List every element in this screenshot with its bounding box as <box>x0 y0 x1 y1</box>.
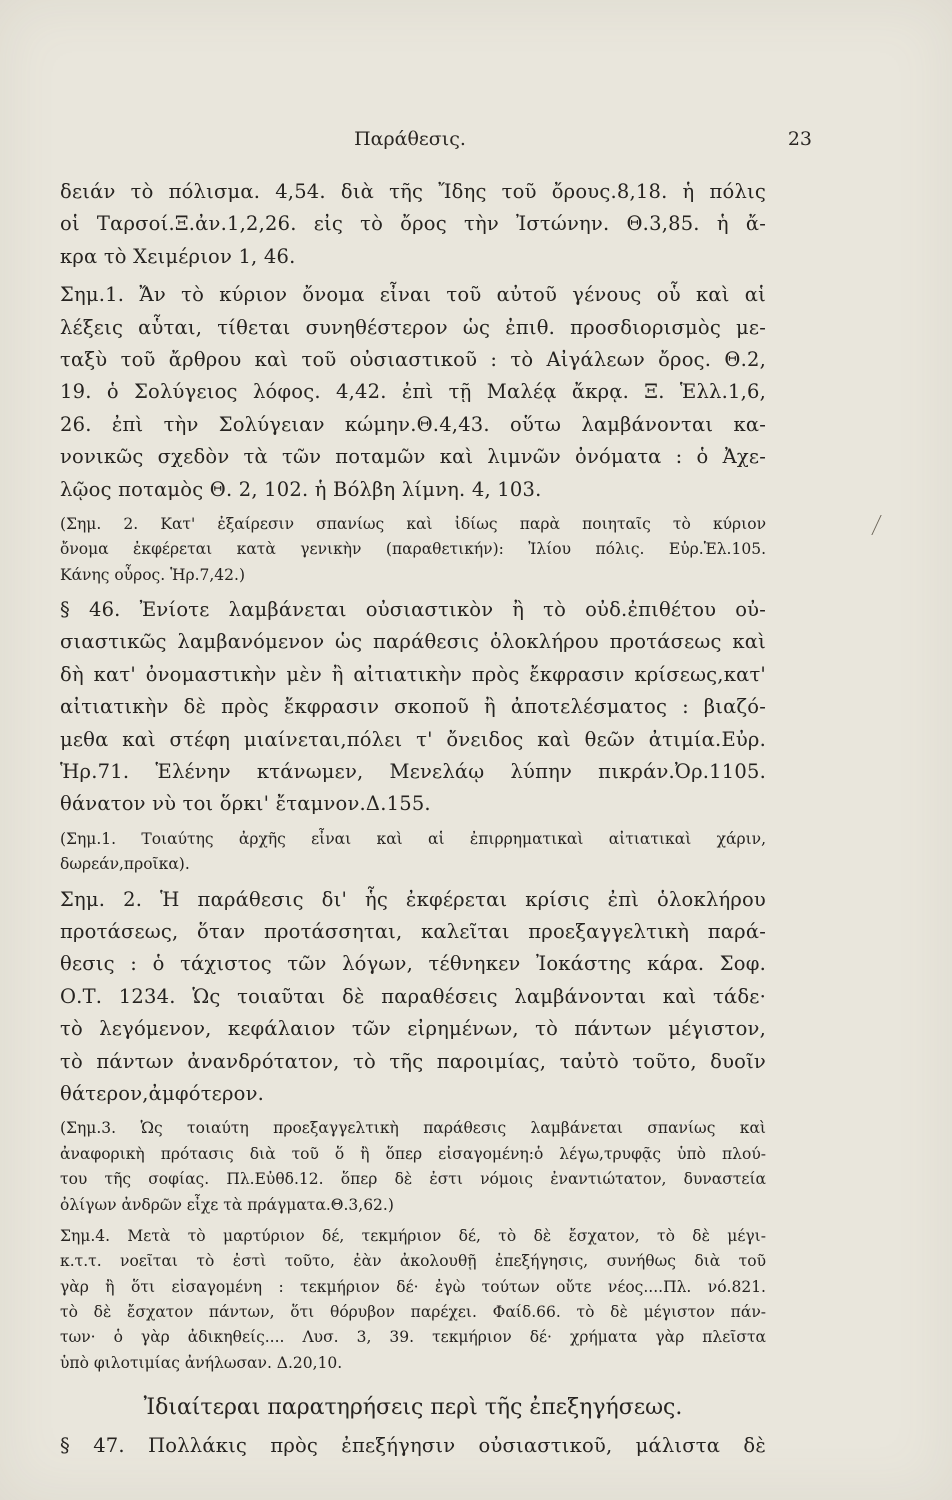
text-line: 19. ὁ Σολύγειος λόφος. 4,42. ἐπὶ τῇ Μαλέᾳ ἄκρᾳ. Ξ. Ἑλλ.1,6, <box>60 380 766 404</box>
text-line: ὀλίγων ἀνδρῶν εἶχε τὰ πράγματα.Θ.3,62.) <box>60 1195 394 1214</box>
text-line: τὸ λεγόμενον, κεφάλαιον τῶν εἰρημένων, τὸ πάντων μέγιστον, <box>60 1017 766 1041</box>
text-line: λῷος ποταμὸς Θ. 2, 102. ἡ Βόλβη λίμνη. 4, 103. <box>60 477 542 501</box>
text-line: γὰρ ἢ ὅτι εἰσαγομένη : τεκμήριον δέ· ἐγὼ τούτων οὔτε νέος....Πλ. νό.821. <box>60 1277 766 1296</box>
text-line: προτάσεως, ὅταν προτάσσηται, καλεῖται προεξαγγελτικὴ παρά- <box>60 919 766 943</box>
text-line: σιαστικῶς λαμβανόμενον ὡς παράθεσις ὁλοκλήρου προτάσεως καὶ <box>60 630 766 654</box>
page-number: 23 <box>787 128 812 150</box>
text-line: Σημ. 2. Ἡ παράθεσις δι' ἧς ἐκφέρεται κρίσις ἐπὶ ὁλοκλήρου <box>60 887 766 911</box>
text-line: § 47. Πολλάκις πρὸς ἐπεξήγησιν οὐσιαστικοῦ, μάλιστα δὲ <box>60 1434 766 1458</box>
text-line: (Σημ. 2. Κατ' ἐξαίρεσιν σπανίως καὶ ἰδίως παρὰ ποιηταῖς τὸ κύριον <box>60 514 766 533</box>
text-line: ὑπὸ φιλοτιμίας ἀνήλωσαν. Δ.20,10. <box>60 1353 343 1372</box>
text-line: § 46. Ἐνίοτε λαμβάνεται οὐσιαστικὸν ἢ τὸ οὐδ.ἐπιθέτου οὐ- <box>60 598 766 622</box>
text-line: ταξὺ τοῦ ἄρθρου καὶ τοῦ οὐσιαστικοῦ : τὸ Αἰγάλεων ὄρος. Θ.2, <box>60 347 766 371</box>
text-line: τὸ δὲ ἔσχατον πάντων, ὅτι θόρυβον παρέχει. Φαίδ.66. τὸ δὲ μέγιστον πάν- <box>60 1303 766 1322</box>
running-header <box>60 128 812 158</box>
text-line: αἰτιατικὴν δὲ πρὸς ἔκφρασιν σκοποῦ ἢ ἀποτελέσματος : βιαζό- <box>60 695 766 719</box>
section-subheading: Ἰδιαίτεραι παρατηρήσεις περὶ τῆς ἐπεξηγήσεως. <box>143 1395 683 1421</box>
running-title: Παράθεσις. <box>354 128 466 150</box>
text-line: Σημ.1. Ἄν τὸ κύριον ὄνομα εἶναι τοῦ αὐτοῦ γένους οὗ καὶ αἱ <box>60 283 766 307</box>
text-line: θεσις : ὁ τάχιστος τῶν λόγων, τέθνηκεν Ἰοκάστης κάρα. Σοφ. <box>60 952 766 976</box>
text-line: μεθα καὶ στέφη μιαίνεται,πόλει τ' ὄνειδος καὶ θεῶν ἀτιμία.Εὐρ. <box>60 727 766 751</box>
text-line: θάνατον νὺ τοι ὅρκι' ἔταμνον.Δ.155. <box>60 792 431 816</box>
text-line: (Σημ.1. Τοιαύτης ἀρχῆς εἶναι καὶ αἱ ἐπιρρηματικαὶ αἰτιατικαὶ χάριν, <box>60 829 766 848</box>
text-line: των· ὁ γὰρ ἀδικηθείς.... Λυσ. 3, 39. τεκμήριον δέ· χρήματα γὰρ πλεῖστα <box>60 1328 766 1347</box>
text-line: θάτερον,ἀμφότερον. <box>60 1081 265 1105</box>
text-line: τὸ πάντων ἀνανδρότατον, τὸ τῆς παροιμίας, ταὐτὸ τοῦτο, δυοῖν <box>60 1049 766 1073</box>
text-line: νονικῶς σχεδὸν τὰ τῶν ποταμῶν καὶ λιμνῶν ὀνόματα : ὁ Ἀχε- <box>60 445 766 469</box>
text-line: 26. ἐπὶ τὴν Σολύγειαν κώμην.Θ.4,43. οὕτω λαμβάνονται κα- <box>60 412 766 436</box>
page-body <box>60 176 766 1463</box>
text-line: δωρεάν,προῖκα). <box>60 855 190 874</box>
text-line: (Σημ.3. Ὡς τοιαύτη προεξαγγελτικὴ παράθεσις λαμβάνεται σπανίως καὶ <box>60 1119 766 1138</box>
text-line: ὄνομα ἐκφέρεται κατὰ γενικὴν (παραθετικήν): Ἰλίου πόλις. Εὐρ.Ἑλ.105. <box>60 540 766 559</box>
text-line: κ.τ.τ. νοεῖται τὸ ἐστὶ τοῦτο, ἐὰν ἀκολουθῇ ἐπεξήγησις, συνήθως διὰ τοῦ <box>60 1252 766 1271</box>
text-line: Ἡρ.71. Ἑλένην κτάνωμεν, Μενελάῳ λύπην πικράν.Ὀρ.1105. <box>60 760 766 784</box>
text-line: δὴ κατ' ὀνομαστικὴν μὲν ἢ αἰτιατικὴν πρὸς ἔκφρασιν κρίσεως,κατ' <box>60 662 766 686</box>
text-line: Κάνης οὖρος. Ἡρ.7,42.) <box>60 565 246 584</box>
text-line: ἀναφορικὴ πρότασις διὰ τοῦ ὅ ἢ ὅπερ εἰσαγομένη:ὁ λέγω,τρυφᾷς ὑπὸ πλού- <box>60 1144 766 1163</box>
text-line: δειάν τὸ πόλισμα. 4,54. διὰ τῆς Ἴδης τοῦ ὄρους.8,18. ἡ πόλις <box>60 180 766 203</box>
text-line: κρα τὸ Χειμέριον 1, 46. <box>60 244 296 268</box>
text-line: λέξεις αὗται, τίθεται συνηθέστερον ὡς ἐπιθ. προσδιορισμὸς με- <box>60 315 766 339</box>
text-line: Ο.Τ. 1234. Ὡς τοιαῦται δὲ παραθέσεις λαμβάνονται καὶ τάδε· <box>60 984 766 1008</box>
text-line: οἱ Ταρσοί.Ξ.ἀν.1,2,26. εἰς τὸ ὄρος τὴν Ἰστώνην. Θ.3,85. ἡ ἄ- <box>60 212 766 236</box>
text-line: του τῆς σοφίας. Πλ.Εὐθδ.12. ὅπερ δὲ ἐστι νόμοις ἐναντιώτατον, δυναστεία <box>60 1170 766 1189</box>
margin-pencil-mark <box>871 515 891 535</box>
text-line: Σημ.4. Μετὰ τὸ μαρτύριον δέ, τεκμήριον δέ, τὸ δὲ ἔσχατον, τὸ δὲ μέγι- <box>60 1226 766 1245</box>
